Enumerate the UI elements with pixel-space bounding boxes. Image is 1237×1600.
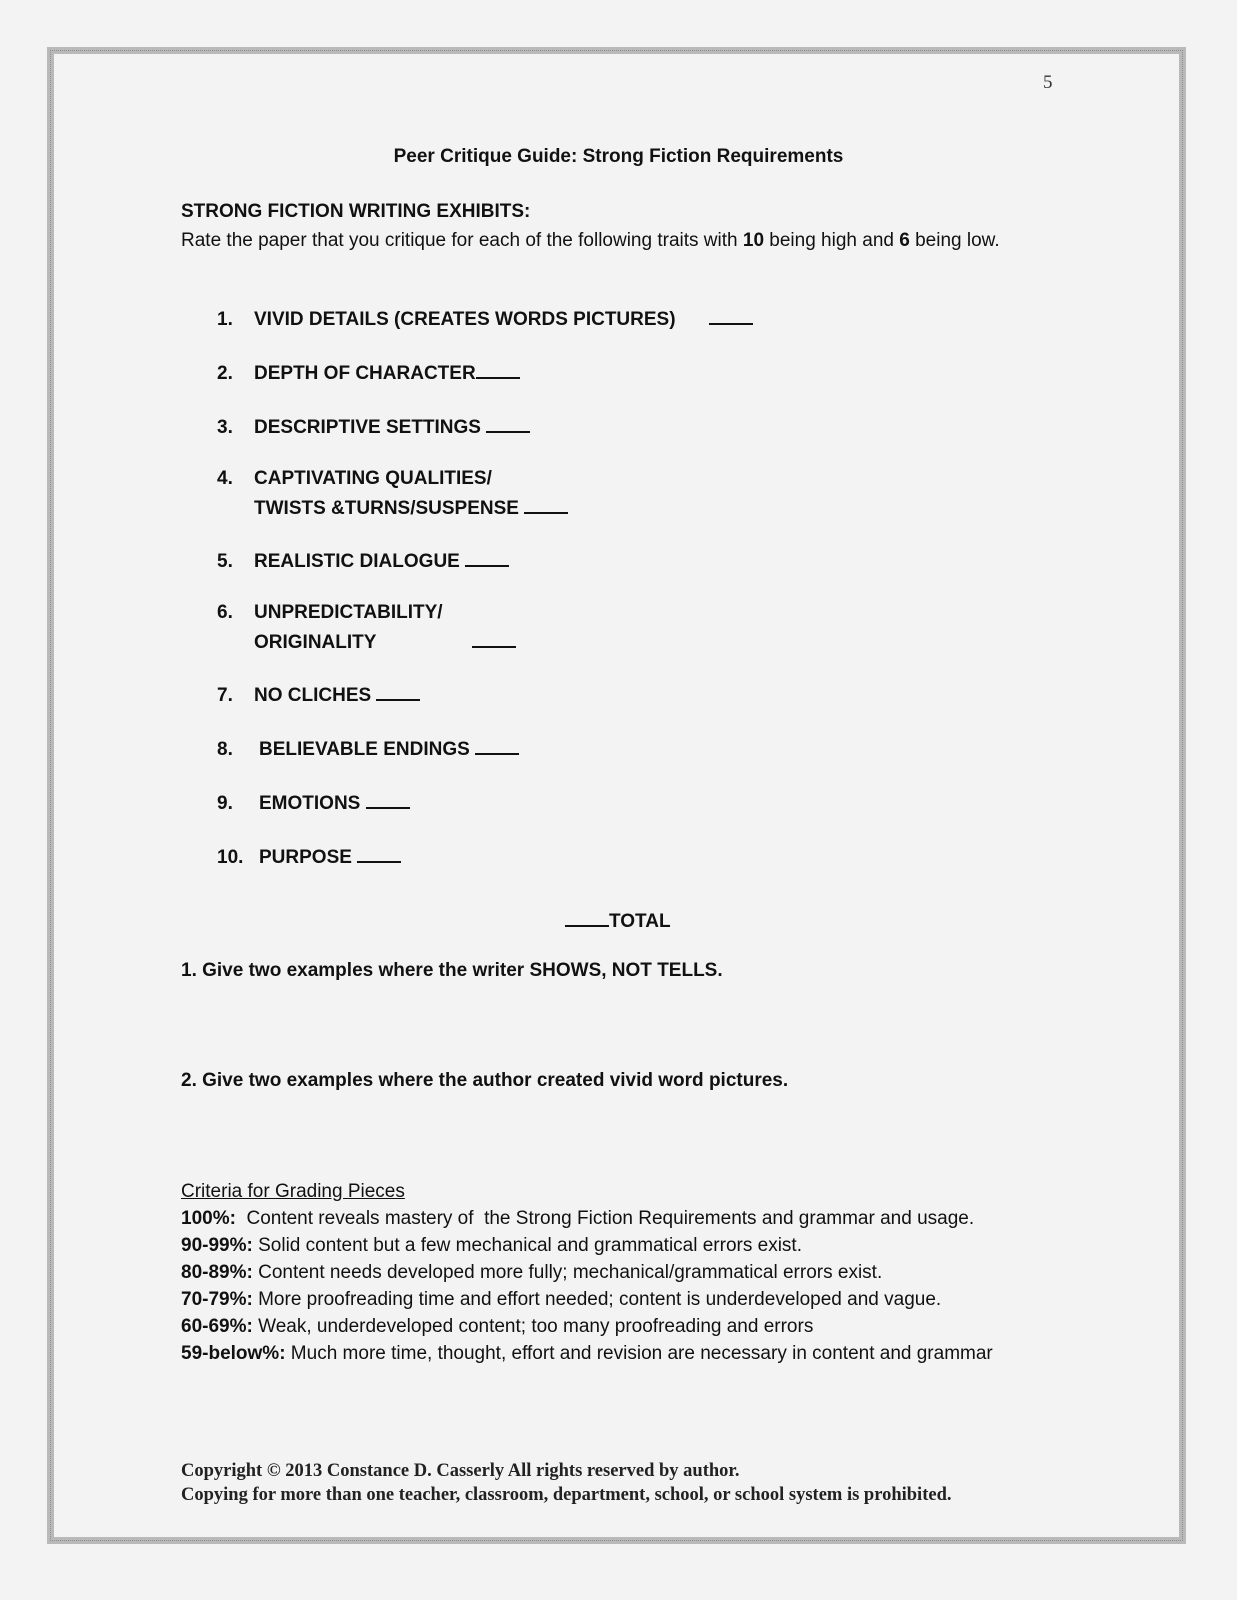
criteria-item [181,1259,1061,1286]
criteria-text: More proofreading time and effort needed; content is underdeveloped and vague. [252,1289,942,1310]
trait-item [217,545,509,575]
question-2: 2. Give two examples where the author created vivid word pictures. [181,1070,789,1091]
section-heading: STRONG FICTION WRITING EXHIBITS: [181,201,531,222]
criteria-text: Much more time, thought, effort and revision are necessary in content and grammar [285,1343,993,1364]
trait-label: VIVID DETAILS (CREATES WORDS PICTURES) [254,309,676,330]
copying-restriction-line: Copying for more than one teacher, classroom, department, school, or school system is prohibited. [181,1485,952,1505]
trait-item [217,599,516,656]
trait-label: CAPTIVATING QUALITIES/ [254,468,492,489]
criteria-text: Content needs developed more fully; mechanical/grammatical errors exist. [252,1262,883,1283]
instructions-part-3: being low. [909,230,1000,251]
trait-label: DEPTH OF CHARACTER [254,363,476,384]
criteria-item [181,1313,1061,1340]
score-blank[interactable] [376,679,420,701]
criteria-text: Content reveals mastery of the Strong Fiction Requirements and grammar and usage. [235,1208,975,1229]
criteria-grade: 59-below%: [181,1343,286,1364]
copyright-line: Copyright © 2013 Constance D. Casserly All rights reserved by author. [181,1461,740,1481]
criteria-grade: 60-69%: [181,1316,253,1337]
trait-item [217,465,568,522]
instructions-part-2: being high and [764,230,900,251]
score-blank[interactable] [475,733,519,755]
score-blank[interactable] [472,626,516,648]
criteria-item [181,1340,1061,1367]
low-value: 6 [899,230,910,251]
trait-item [217,357,520,387]
trait-label: EMOTIONS [259,793,361,814]
trait-item [217,787,410,817]
page-title: Peer Critique Guide: Strong Fiction Requirements [393,146,844,167]
trait-label: UNPREDICTABILITY/ [254,602,443,623]
score-blank[interactable] [709,303,753,325]
trait-item [217,303,753,333]
criteria-grade: 100%: [181,1208,236,1229]
criteria-text: Weak, underdeveloped content; too many proofreading and errors [252,1316,814,1337]
trait-label: PURPOSE [259,847,352,868]
score-blank[interactable] [357,841,401,863]
trait-number: 8. [217,739,233,760]
criteria-text: Solid content but a few mechanical and grammatical errors exist. [252,1235,802,1256]
instructions-text [181,227,1041,254]
trait-number: 6. [217,602,233,623]
trait-number: 10. [217,847,244,868]
total-line [565,905,671,933]
total-blank[interactable] [565,905,609,927]
criteria-item [181,1205,1061,1232]
score-blank[interactable] [476,357,520,379]
trait-label: NO CLICHES [254,685,372,706]
total-label: TOTAL [609,911,671,932]
score-blank[interactable] [524,492,568,514]
criteria-item [181,1286,1061,1313]
page-number: 5 [1043,72,1053,93]
instructions-part-1: Rate the paper that you critique for each of the following traits with [181,230,743,251]
trait-number: 5. [217,551,233,572]
criteria-item [181,1232,1061,1259]
criteria-grade: 70-79%: [181,1289,253,1310]
criteria-heading: Criteria for Grading Pieces [181,1181,405,1202]
trait-item [217,679,420,709]
trait-number: 3. [217,417,233,438]
score-blank[interactable] [366,787,410,809]
trait-label: BELIEVABLE ENDINGS [259,739,470,760]
criteria-grade: 80-89%: [181,1262,253,1283]
high-value: 10 [742,230,765,251]
score-blank[interactable] [465,545,509,567]
criteria-grade: 90-99%: [181,1235,253,1256]
score-blank[interactable] [486,411,530,433]
trait-number: 7. [217,685,233,706]
trait-number: 9. [217,793,233,814]
trait-label: REALISTIC DIALOGUE [254,551,460,572]
trait-label: DESCRIPTIVE SETTINGS [254,417,481,438]
trait-number: 2. [217,363,233,384]
trait-label-line-2: TWISTS &TURNS/SUSPENSE [254,498,519,519]
trait-item [217,841,401,871]
copyright-notice [181,1459,951,1507]
grading-criteria [181,1178,1061,1367]
trait-item [217,733,519,763]
question-1: 1. Give two examples where the writer SHOWS, NOT TELLS. [181,960,723,981]
trait-number: 4. [217,468,233,489]
trait-label-line-2: ORIGINALITY [254,632,377,653]
trait-item [217,411,530,441]
trait-number: 1. [217,309,233,330]
